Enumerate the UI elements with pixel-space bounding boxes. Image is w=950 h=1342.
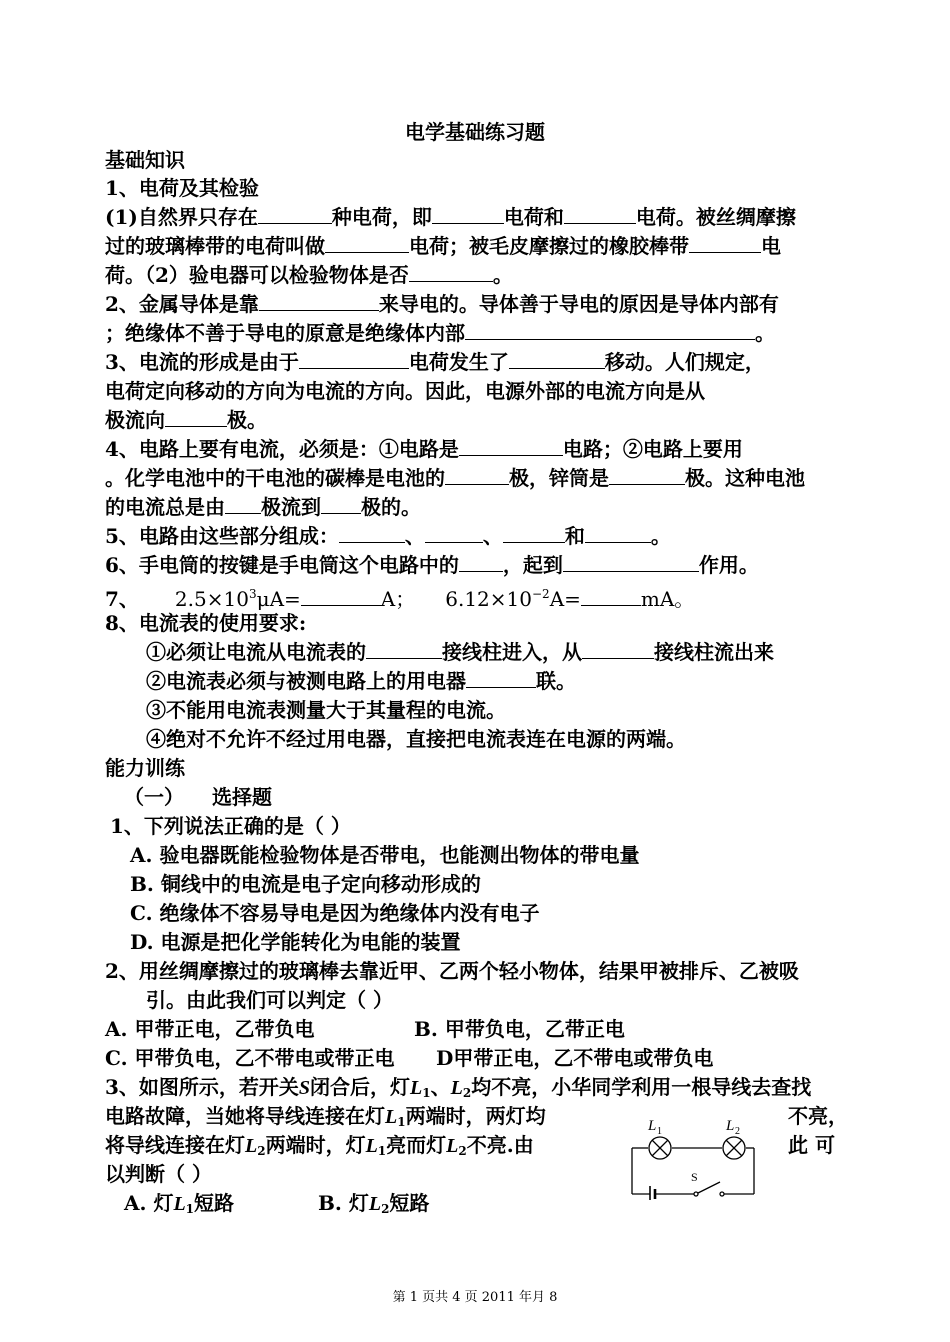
answer-blank[interactable] [339,522,405,543]
q3-line-2: 电荷定向移动的方向为电流的方向。因此，电源外部的电流方向是从 [105,379,705,403]
q6-line: 6、手电筒的按键是手电筒这个电路中的 ，起到 作用。 [105,553,759,577]
q2-line-2: ；绝缘体不善于导电的原意是绝缘体内部 。 [105,321,775,345]
switch-pivot [694,1192,698,1196]
answer-blank[interactable] [581,585,641,606]
mc2-stem-line-2: 引。由此我们可以判定（ ） [146,988,393,1012]
q7-line: 7、 $2.5\times 10^3\mu A= A$； $6.12\times 10^{-2}A=$ mA。 [105,587,695,611]
lamp-2-subscript: 2 [735,1126,740,1137]
answer-blank[interactable] [409,261,493,282]
answer-blank[interactable] [509,348,605,369]
mc3-stem-line-1: 3、如图所示，若开关S闭合后，灯$L_1$、$L_2$均不亮，小华同学利用一根导线去查找 [105,1075,812,1100]
mc2-option-d[interactable]: D甲带正电，乙不带电或带负电 [436,1046,714,1070]
q4-line-2: 。化学电池中的干电池的碳棒是电池的 极，锌筒是 极。这种电池 [105,466,805,490]
mc3-option-a[interactable]: A. 灯$L_1$短路 [124,1191,235,1216]
switch-label: S [691,1170,698,1184]
answer-blank[interactable] [258,203,332,224]
answer-blank[interactable] [563,551,699,572]
answer-blank[interactable] [465,319,755,340]
mc3-stem-line-2: 电路故障，当她将导线连接在灯$L_1$两端时，两灯均 [105,1104,546,1129]
section-heading-ability: 能力训练 [105,756,185,780]
answer-blank[interactable] [165,406,227,427]
answer-blank[interactable] [301,585,381,606]
mc3-stem-line-2-end: 不亮， [788,1104,848,1128]
section-heading-basic: 基础知识 [105,148,185,172]
q1-line-2: 过的玻璃棒带的电荷叫做 电荷；被毛皮摩擦过的橡胶棒带 电 [105,234,781,258]
q1-heading: 1、电荷及其检验 [105,176,259,200]
answer-blank[interactable] [299,348,409,369]
switch-blade [698,1182,720,1193]
q1-line-1: (1)自然界只存在 种电荷，即 电荷和 电荷。被丝绸摩擦 [105,205,796,229]
answer-blank[interactable] [459,435,563,456]
mc2-option-c[interactable]: C. 甲带负电，乙不带电或带正电 [105,1046,395,1070]
mc1-option-a[interactable]: A. 验电器既能检验物体是否带电，也能测出物体的带电量 [130,843,640,867]
q3-line-3: 极流向 极。 [105,408,267,432]
answer-blank[interactable] [225,493,261,514]
lamp-1-subscript: 1 [657,1126,662,1137]
mc3-stem-line-4: 以判断（ ） [105,1162,212,1186]
q2-line-1: 2、金属导体是靠 来导电的。导体善于导电的原因是导体内部有 [105,292,779,316]
page-title: 电学基础练习题 [405,120,545,144]
q8-rule-4: ④绝对不允许不经过用电器，直接把电流表连在电源的两端。 [146,727,686,751]
lamp-2-label: L [726,1118,735,1134]
q3-line-1: 3、电流的形成是由于 电荷发生了 移动。人们规定， [105,350,765,374]
mc1-option-c[interactable]: C. 绝缘体不容易导电是因为绝缘体内没有电子 [130,901,540,925]
answer-blank[interactable] [689,232,761,253]
answer-blank[interactable] [466,667,536,688]
q8-rule-1: ①必须让电流从电流表的 接线柱进入，从 接线柱流出来 [146,640,774,664]
answer-blank[interactable] [425,522,483,543]
q4-line-1: 4、电路上要有电流，必须是：①电路是 电路；②电路上要用 [105,437,743,461]
answer-blank[interactable] [321,493,361,514]
answer-blank[interactable] [585,522,651,543]
answer-blank[interactable] [259,290,379,311]
answer-blank[interactable] [366,638,442,659]
q5-line: 5、电路由这些部分组成： 、 、 和 。 [105,524,671,548]
mc2-option-a[interactable]: A. 甲带正电，乙带负电 [105,1017,315,1041]
answer-blank[interactable] [582,638,654,659]
answer-blank[interactable] [609,464,685,485]
circuit-diagram [628,1100,758,1200]
answer-blank[interactable] [503,522,565,543]
lamp-1-label: L [648,1118,657,1134]
page-footer: 第 1 页共 4 页 2011 年月 8 [392,1290,558,1305]
mc1-stem: 1、下列说法正确的是（ ） [110,814,351,838]
q8-rule-3: ③不能用电流表测量大于其量程的电流。 [146,698,506,722]
mc1-option-d[interactable]: D. 电源是把化学能转化为电能的装置 [130,930,461,954]
answer-blank[interactable] [459,551,503,572]
answer-blank[interactable] [432,203,504,224]
mc3-stem-line-3-end: 此 可 [788,1133,835,1157]
subsection-choice: （一） 选择题 [124,785,272,809]
q4-line-3: 的电流总是由 极流到 极的。 [105,495,421,519]
mc3-option-b[interactable]: B. 灯$L_2$短路 [318,1191,430,1216]
answer-blank[interactable] [564,203,636,224]
answer-blank[interactable] [445,464,509,485]
q8-rule-2: ②电流表必须与被测电路上的用电器 联。 [146,669,576,693]
q8-heading: 8、电流表的使用要求: [105,611,307,635]
answer-blank[interactable] [325,232,409,253]
mc1-option-b[interactable]: B. 铜线中的电流是电子定向移动形成的 [130,872,481,896]
q1-line-3: 荷。（2）验电器可以检验物体是否 。 [105,263,513,287]
mc2-option-b[interactable]: B. 甲带负电，乙带正电 [414,1017,625,1041]
mc3-stem-line-3: 将导线连接在灯$L_2$两端时，灯$L_1$亮而灯$L_2$不亮.由 [105,1133,534,1158]
mc2-stem-line-1: 2、用丝绸摩擦过的玻璃棒去靠近甲、乙两个轻小物体，结果甲被排斥、乙被吸 [105,959,799,983]
